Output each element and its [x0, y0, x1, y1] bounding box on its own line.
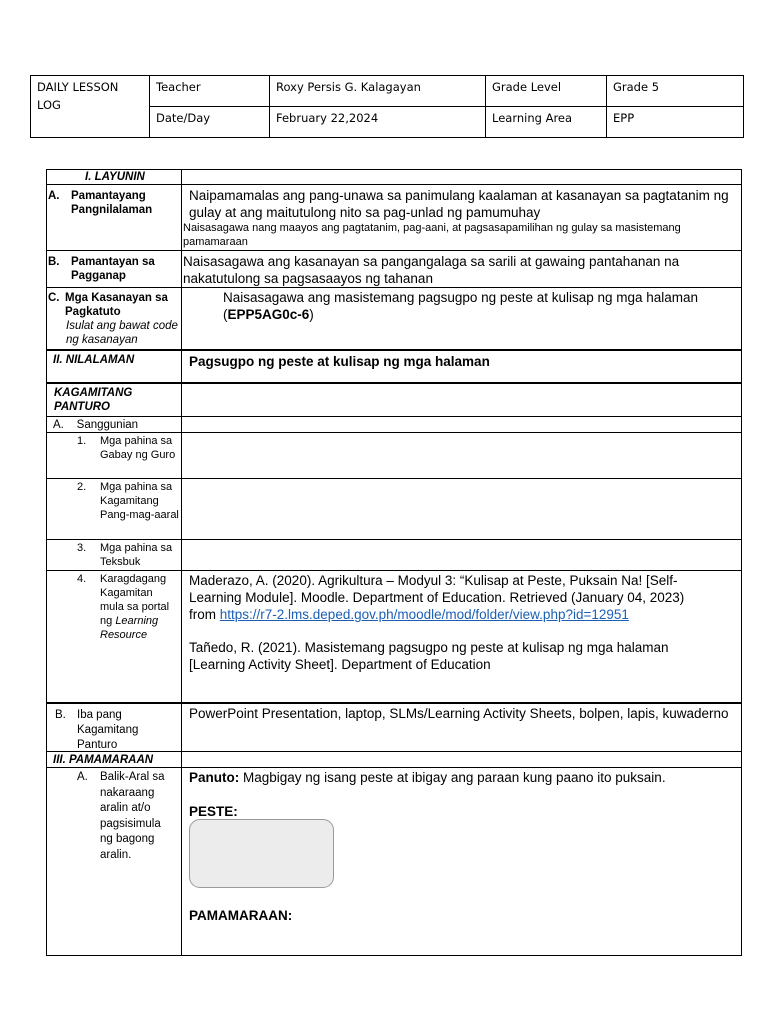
item-1-number: 1.	[77, 435, 87, 447]
peste-answer-box[interactable]	[189, 819, 334, 888]
item-4-label-italic: Learning Resource	[100, 615, 159, 641]
header-table	[30, 75, 744, 138]
kagamitan-heading: KAGAMITANG PANTURO	[54, 387, 133, 413]
item-2-number: 2.	[77, 481, 87, 493]
date-label: Date/Day	[150, 107, 270, 138]
layunin-c-letter: C.	[48, 292, 60, 304]
nilalaman-heading: II. NILALAMAN	[53, 354, 135, 366]
layunin-c-sublabel: Isulat ang bawat code ng kasanayan	[66, 320, 178, 346]
pamamaraan-heading-row	[47, 752, 741, 768]
grade-label: Grade Level	[486, 76, 607, 107]
dll-label: DAILY LESSON LOG	[31, 76, 150, 138]
pamamaraan-label: PAMAMARAAN:	[189, 908, 293, 923]
sanggunian-label: A. Sanggunian	[53, 419, 139, 431]
pamantayang-text-2: Naisasagawa nang maayos ang pagtatanim, pag-aani, at pagsasapamilihan ng gulay sa masistemang pamamaraan	[183, 222, 681, 248]
pagganap-text: Naisasagawa ang kasanayan sa pangangalaga sa sarili at gawaing pantahanan na nakatutulong sa pagsasaayos ng tahanan	[183, 254, 680, 286]
balik-aral-label: Balik-Aral sa nakaraang aralin at/o pagsisimula ng bagong aralin.	[100, 771, 165, 861]
pamantayang-text: Naipamamalas ang pang-unawa sa panimulang kaalaman at kasanayan sa pagtatanim ng gulay at ang maitutulong nito sa pag-unlad ng pamumuhay	[189, 188, 729, 220]
nilalaman-row	[47, 350, 741, 384]
grade-value: Grade 5	[607, 76, 744, 107]
kasanayan-row	[47, 288, 741, 350]
item-4-label: Karagdagang Kagamitan mula sa portal ng	[100, 573, 170, 627]
layunin-b-letter: B.	[48, 256, 60, 268]
pamantayang-pangnilalaman-row	[47, 185, 741, 251]
kasanayan-text: Naisasagawa ang masistemang pagsugpo ng peste at kulisap ng mga halaman	[223, 290, 699, 305]
balik-aral-letter: A.	[77, 771, 88, 783]
sanggunian-item-2-row	[47, 479, 741, 540]
panuto-label: Panuto:	[189, 770, 240, 785]
iba-pang-kagamitan-row	[47, 704, 741, 752]
peste-label: PESTE:	[189, 804, 238, 819]
layunin-b-label: Pamantayan sa Pagganap	[71, 256, 155, 282]
nilalaman-text: Pagsugpo ng peste at kulisap ng mga halaman	[189, 354, 490, 369]
date-value: February 22,2024	[270, 107, 486, 138]
sanggunian-item-1-row	[47, 433, 741, 479]
lesson-table	[46, 169, 742, 956]
item-3-label: Mga pahina sa Teksbuk	[100, 542, 173, 568]
item-4-number: 4.	[77, 573, 87, 585]
sanggunian-item-4-row	[47, 571, 741, 704]
competency-code: EPP5AG0c-6	[227, 307, 310, 322]
layunin-a-label: Pamantayang Pangnilalaman	[71, 190, 153, 216]
teacher-label: Teacher	[150, 76, 270, 107]
reference-1-text: Maderazo, A. (2020). Agrikultura – Modyul 3: “Kulisap at Peste, Puksain Na! [Self-Learning Module]. Moodle. Department of Education. Retrieved (January 04, 2023) from	[189, 573, 685, 622]
layunin-a-letter: A.	[48, 190, 60, 202]
iba-pang-label: Iba pang Kagamitang Panturo	[77, 709, 139, 751]
code-close-paren: )	[309, 307, 314, 322]
iba-pang-letter: B.	[55, 709, 66, 721]
area-value: EPP	[607, 107, 744, 138]
code-open-paren: (	[223, 307, 228, 322]
area-label: Learning Area	[486, 107, 607, 138]
balik-aral-row	[47, 768, 741, 956]
reference-2-text: Tañedo, R. (2021). Masistemang pagsugpo ng peste at kulisap ng mga halaman [Learning Activity Sheet]. Department of Education	[189, 640, 669, 672]
layunin-c-label: Mga Kasanayan sa Pagkatuto	[65, 292, 168, 318]
item-1-label: Mga pahina sa Gabay ng Guro	[100, 435, 176, 461]
pamamaraan-heading: III. PAMAMARAAN	[53, 754, 154, 766]
layunin-row	[47, 170, 741, 185]
iba-pang-text: PowerPoint Presentation, laptop, SLMs/Learning Activity Sheets, bolpen, lapis, kuwaderno	[189, 706, 729, 721]
sanggunian-row	[47, 417, 741, 433]
item-2-label: Mga pahina sa Kagamitang Pang-mag-aaral	[100, 481, 179, 521]
teacher-value: Roxy Persis G. Kalagayan	[270, 76, 486, 107]
item-3-number: 3.	[77, 542, 87, 554]
layunin-heading: I. LAYUNIN	[85, 171, 145, 183]
sanggunian-item-3-row	[47, 540, 741, 571]
pamantayan-pagganap-row	[47, 251, 741, 288]
kagamitan-heading-row	[47, 384, 741, 417]
panuto-text: Magbigay ng isang peste at ibigay ang paraan kung paano ito puksain.	[243, 770, 666, 785]
reference-1-link[interactable]: https://r7-2.lms.deped.gov.ph/moodle/mod/folder/view.php?id=12951	[219, 607, 629, 622]
